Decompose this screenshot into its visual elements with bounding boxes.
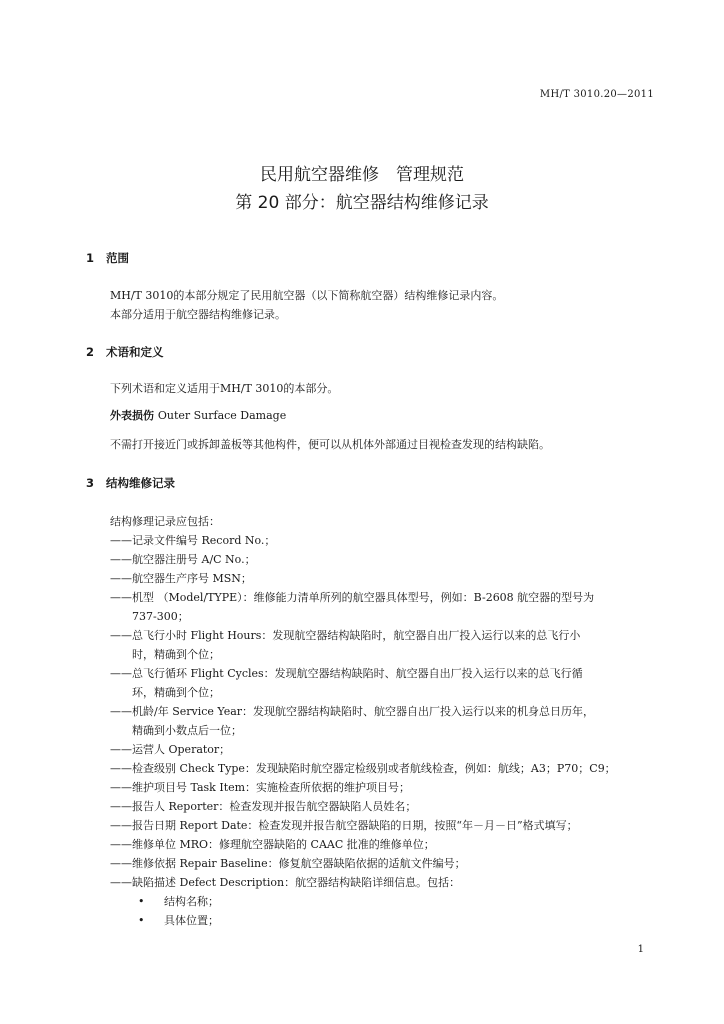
list-item-continuation: 737-300； (132, 610, 189, 623)
bullet-item (138, 912, 219, 928)
bullet-icon: • (138, 914, 145, 927)
paragraph: 下列术语和定义适用于MH/T 3010的本部分。 (110, 382, 339, 395)
list-item: ——总飞行小时 Flight Hours：发现航空器结构缺陷时，航空器自出厂投入运行以来的总飞行小 (110, 629, 581, 642)
paragraph: 本部分适用于航空器结构维修记录。 (110, 308, 286, 321)
list-item: ——机型 （Model/TYPE）：维修能力清单所列的航空器具体型号，例如：B-2608 航空器的型号为 (110, 591, 595, 604)
section-number: 2 (86, 345, 95, 359)
list-item-continuation: 精确到小数点后一位； (132, 724, 242, 737)
list-item: ——缺陷描述 Defect Description：航空器结构缺陷详细信息。包括： (110, 876, 461, 889)
list-item: ——维护项目号 Task Item：实施检查所依据的维护项目号； (110, 781, 411, 794)
list-item-continuation: 时，精确到个位； (132, 648, 220, 661)
bullet-item (138, 893, 219, 909)
term-definition: 不需打开接近门或拆卸盖板等其他构件，便可以从机体外部通过目视检查发现的结构缺陷。 (110, 438, 550, 451)
list-item: ——航空器注册号 A/C No.； (110, 553, 256, 566)
section-title: 术语和定义 (106, 345, 164, 359)
section-number: 3 (86, 476, 95, 490)
paragraph: 结构修理记录应包括： (110, 515, 220, 528)
list-item: ——维修单位 MRO：修理航空器缺陷的 CAAC 批准的维修单位； (110, 838, 435, 851)
list-item-continuation: 环，精确到个位； (132, 686, 220, 699)
section-3-heading (86, 475, 175, 491)
page-number: 1 (637, 944, 644, 955)
list-item: ——报告日期 Report Date：检查发现并报告航空器缺陷的日期，按照“年－月－日”格式填写； (110, 819, 578, 832)
bullet-icon: • (138, 895, 145, 908)
list-item: ——记录文件编号 Record No.； (110, 534, 276, 547)
document-subtitle: 第 20 部分：航空器结构维修记录 (235, 193, 489, 213)
list-item: ——航空器生产序号 MSN； (110, 572, 252, 585)
bullet-text: 具体位置； (164, 914, 219, 927)
list-item: ——维修依据 Repair Baseline：修复航空器缺陷依据的适航文件编号； (110, 857, 466, 870)
section-1-heading (86, 250, 129, 266)
term-english: Outer Surface Damage (157, 409, 287, 422)
list-item: ——检查级别 Check Type：发现缺陷时航空器定检级别或者航线检查，例如：航线；A3；P70；C9； (110, 762, 616, 775)
list-item: ——运营人 Operator； (110, 743, 231, 756)
section-number: 1 (86, 251, 95, 265)
document-title: 民用航空器维修 管理规范 (260, 165, 464, 185)
term-chinese: 外表损伤 (110, 409, 154, 422)
section-title: 结构维修记录 (106, 476, 175, 490)
list-item: ——机龄/年 Service Year：发现航空器结构缺陷时、航空器自出厂投入运行以来的机身总日历年， (110, 705, 595, 718)
term-heading (110, 407, 286, 423)
section-2-heading (86, 344, 164, 360)
section-title: 范围 (106, 251, 129, 265)
list-item: ——总飞行循环 Flight Cycles：发现航空器结构缺陷时、航空器自出厂投入运行以来的总飞行循 (110, 667, 583, 680)
bullet-text: 结构名称； (164, 895, 219, 908)
paragraph: MH/T 3010的本部分规定了民用航空器（以下简称航空器）结构维修记录内容。 (110, 289, 504, 302)
standard-number: MH/T 3010.20—2011 (539, 89, 654, 100)
list-item: ——报告人 Reporter：检查发现并报告航空器缺陷人员姓名； (110, 800, 417, 813)
